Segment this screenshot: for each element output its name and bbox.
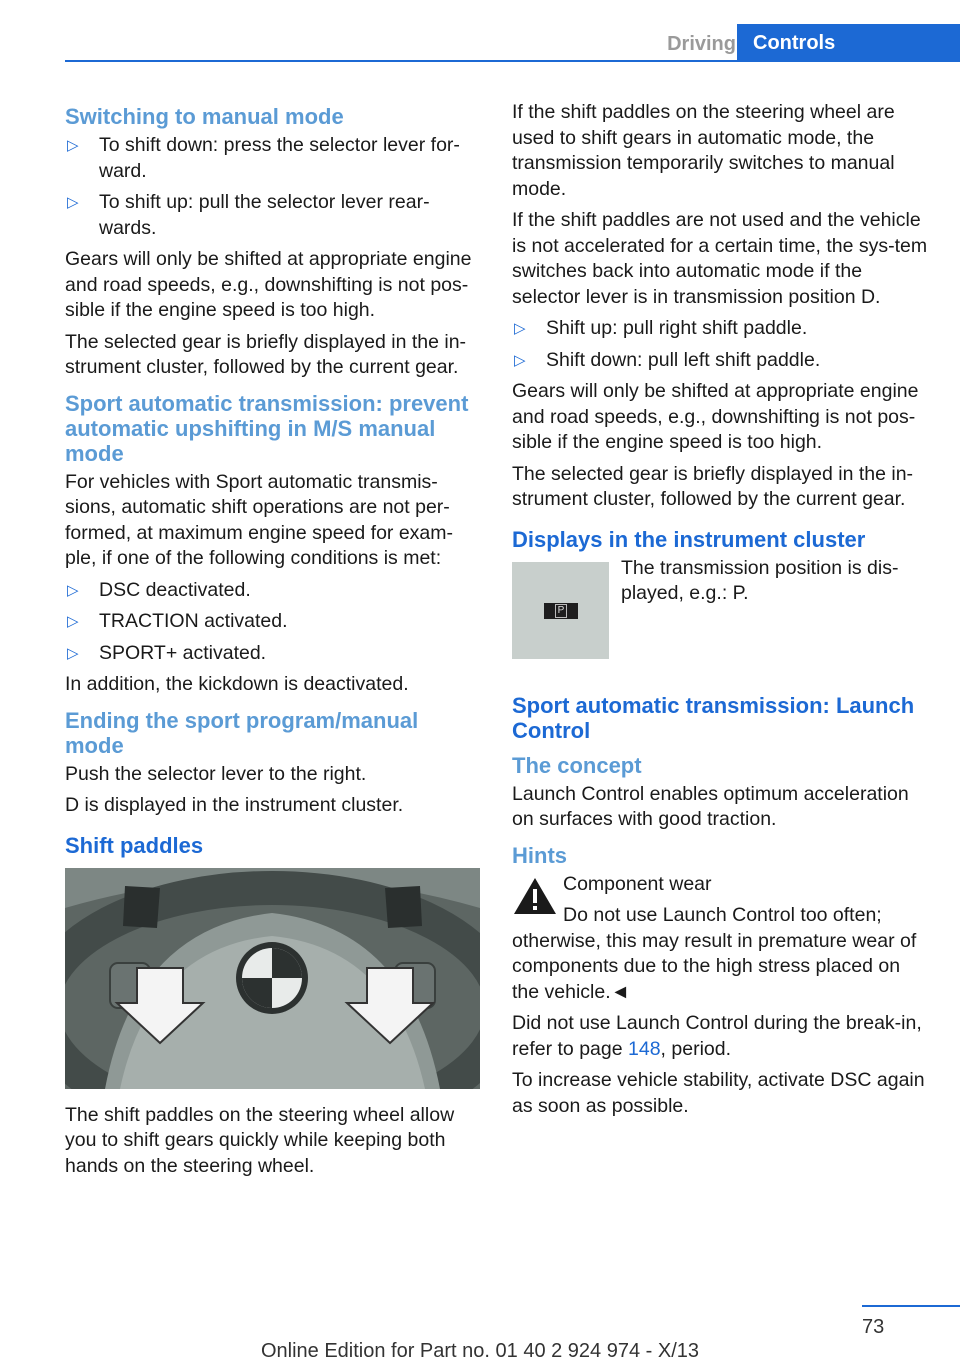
heading-launch-control: Sport automatic transmission: Launch Control [512,692,915,743]
gear-display [544,603,578,619]
chapter-tab-controls[interactable]: Controls [737,24,960,62]
paragraph-gears: Gears will only be shifted at appropriate engine and road speeds, e.g., downshifting is not pos-sible if the engine speed is too high. [65,248,472,321]
heading-ending-sport: Ending the sport program/manual mode [65,707,419,758]
paddle-steps-list [512,316,932,373]
paragraph-sport: For vehicles with Sport automatic transmis-sions, automatic shift operations are not per-formed, at maximum engine speed for exam-ple, if one of the following conditions is met: [65,470,454,569]
heading-hints: Hints [512,842,567,868]
list-item: ▷ TRACTION activated. [65,609,480,635]
triangle-bullet-icon: ▷ [514,351,526,369]
heading-shift-paddles: Shift paddles [65,832,204,858]
triangle-bullet-icon: ▷ [67,194,79,211]
heading-displays: Displays in the instrument cluster [512,526,866,552]
heading-sport-upshift: Sport automatic transmission: prevent automatic upshifting in M/S manual mode [65,390,469,466]
paragraph-stability: To increase vehicle stability, activate DSC again as soon as possible. [512,1069,925,1117]
page-number-rule [862,1305,960,1307]
heading-concept: The concept [512,752,642,778]
triangle-bullet-icon: ▷ [67,581,79,599]
triangle-bullet-icon: ▷ [514,320,526,337]
instrument-cluster-p-image [512,562,609,659]
steering-wheel-image [65,868,480,1089]
paragraph-selected-gear: The selected gear is briefly displayed in the in-strument cluster, followed by the current gear. [65,330,467,378]
paragraph-break-in: Did not use Launch Control during the break-in, refer to page 148, period. [512,1012,922,1060]
section-tab-driving[interactable]: Driving [667,33,736,55]
triangle-bullet-icon: ▷ [67,137,79,154]
list-item: ▷ To shift down: press the selector lever for-ward. [67,134,460,182]
list-item: ▷ Shift up: pull right shift paddle. [512,316,932,342]
warning-text: Do not use Launch Control too often; otherwise, this may result in premature wear of components due to the high stress placed on the vehicle.◄ [512,904,917,1003]
edition-footer: Online Edition for Part no. 01 40 2 924 974 - X/13 [260,1340,700,1362]
warning-title: Component wear [563,872,712,895]
manual-steps-list [65,133,480,241]
page-link[interactable]: 148 [628,1037,661,1060]
paragraph-paddles-used: If the shift paddles on the steering wheel are used to shift gears in automatic mode, the transmission temporarily switches to manual mode. [512,101,895,200]
warning-icon [512,876,558,916]
paragraph-gears-right: Gears will only be shifted at appropriate engine and road speeds, e.g., downshifting is not pos-sible if the engine speed is too high. [512,380,919,453]
list-item: ▷ SPORT+ activated. [65,641,480,667]
paragraph-kickdown: In addition, the kickdown is deactivated. [65,673,409,695]
heading-switching-manual: Switching to manual mode [65,104,344,129]
paragraph-paddles-not-used: If the shift paddles are not used and the vehicle is not accelerated for a certain time, the sys-tem switches back into automatic mode if the selector lever is in transmission position D. [512,209,928,308]
paragraph-push-lever: Push the selector lever to the right. [65,762,367,785]
page-header [0,0,960,62]
paragraph-selected-right: The selected gear is briefly displayed in the in-strument cluster, followed by the current gear. [512,462,914,510]
conditions-list [65,578,480,667]
list-item: ▷ DSC deactivated. [65,578,480,604]
list-item: ▷ Shift down: pull left shift paddle. [512,348,932,374]
header-rule [65,60,960,62]
warning-note [512,872,932,1006]
triangle-bullet-icon: ▷ [67,644,79,662]
left-column [65,100,480,1185]
paragraph-concept: Launch Control enables optimum acceleration on surfaces with good traction. [512,782,909,830]
right-column [512,100,932,1125]
paragraph-paddles: The shift paddles on the steering wheel allow you to shift gears quickly while keeping both hands on the steering wheel. [65,1103,455,1177]
gear-letter: P [555,604,567,618]
page-number: 73 [862,1316,885,1338]
paragraph-position: The transmission position is dis-played, e.g.: P. [621,556,899,604]
list-item: ▷ To shift up: pull the selector lever rear-wards. [67,191,430,239]
paragraph-d-displayed: D is displayed in the instrument cluster. [65,794,404,816]
triangle-bullet-icon: ▷ [67,613,79,630]
